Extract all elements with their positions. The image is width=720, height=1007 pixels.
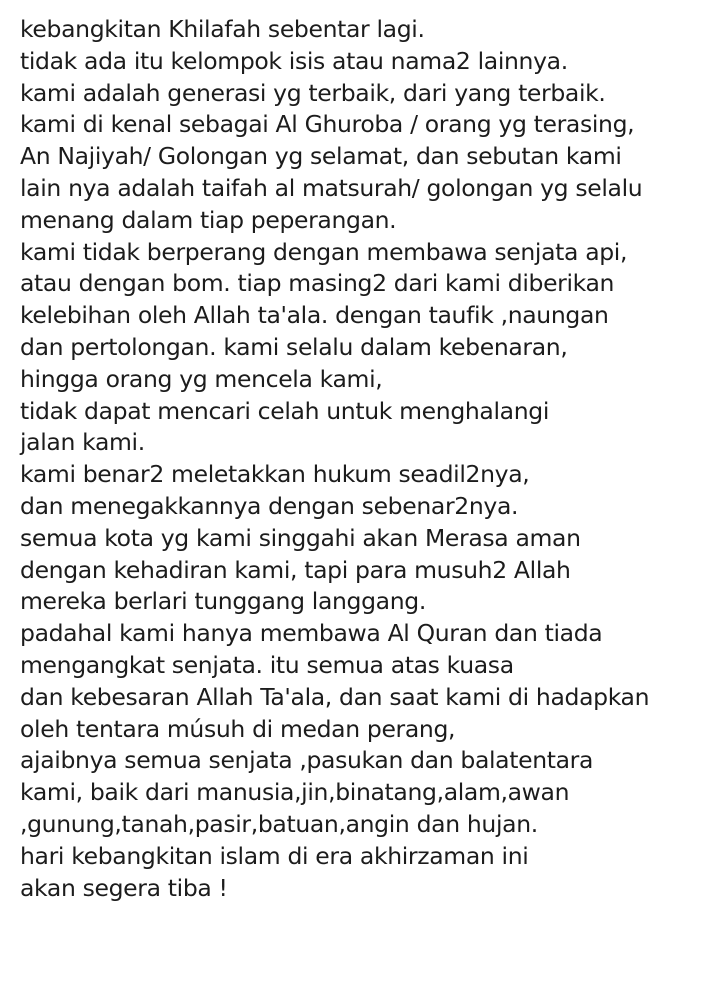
- message-line: menang dalam tiap peperangan.: [20, 205, 397, 234]
- message-line: mengangkat senjata. itu semua atas kuasa: [20, 650, 514, 679]
- message-line: kami benar2 meletakkan hukum seadil2nya,: [20, 460, 530, 489]
- message-line: akan segera tiba !: [20, 873, 228, 902]
- message-line: padahal kami hanya membawa Al Quran dan tiada: [20, 619, 603, 648]
- message-line: lain nya adalah taifah al matsurah/ golongan yg selalu: [20, 173, 643, 202]
- message-line: ,gunung,tanah,pasir,batuan,angin dan hujan.: [20, 809, 538, 838]
- message-line: dan menegakkannya dengan sebenar2nya.: [20, 491, 519, 520]
- message-line: mereka berlari tunggang langgang.: [20, 587, 426, 616]
- message-line: jalan kami.: [20, 428, 145, 457]
- message-line: kami di kenal sebagai Al Ghuroba / orang yg terasing,: [20, 110, 635, 139]
- message-line: tidak dapat mencari celah untuk menghalangi: [20, 396, 550, 425]
- message-line: dan kebesaran Allah Ta'ala, dan saat kami di hadapkan: [20, 682, 650, 711]
- message-line: atau dengan bom. tiap masing2 dari kami diberikan: [20, 269, 615, 298]
- message-line: ajaibnya semua senjata ,pasukan dan balatentara: [20, 746, 594, 775]
- message-line: semua kota yg kami singgahi akan Merasa aman: [20, 523, 581, 552]
- message-line: kebangkitan Khilafah sebentar lagi.: [20, 15, 425, 43]
- message-line: tidak ada itu kelompok isis atau nama2 lainnya.: [20, 46, 568, 75]
- message-line: hingga orang yg mencela kami,: [20, 364, 383, 393]
- message-line: hari kebangkitan islam di era akhirzaman ini: [20, 841, 529, 870]
- message-line: oleh tentara músuh di medan perang,: [20, 714, 456, 743]
- message-line: dan pertolongan. kami selalu dalam kebenaran,: [20, 332, 568, 361]
- message-line: An Najiyah/ Golongan yg selamat, dan sebutan kami: [20, 142, 622, 171]
- message-text: [20, 14, 710, 904]
- message-line: kami adalah generasi yg terbaik, dari yang terbaik.: [20, 78, 606, 107]
- message-line: dengan kehadiran kami, tapi para musuh2 Allah: [20, 555, 571, 584]
- message-line: kami, baik dari manusia,jin,binatang,alam,awan: [20, 778, 570, 807]
- message-line: kami tidak berperang dengan membawa senjata api,: [20, 237, 628, 266]
- message-line: kelebihan oleh Allah ta'ala. dengan taufik ,naungan: [20, 301, 609, 330]
